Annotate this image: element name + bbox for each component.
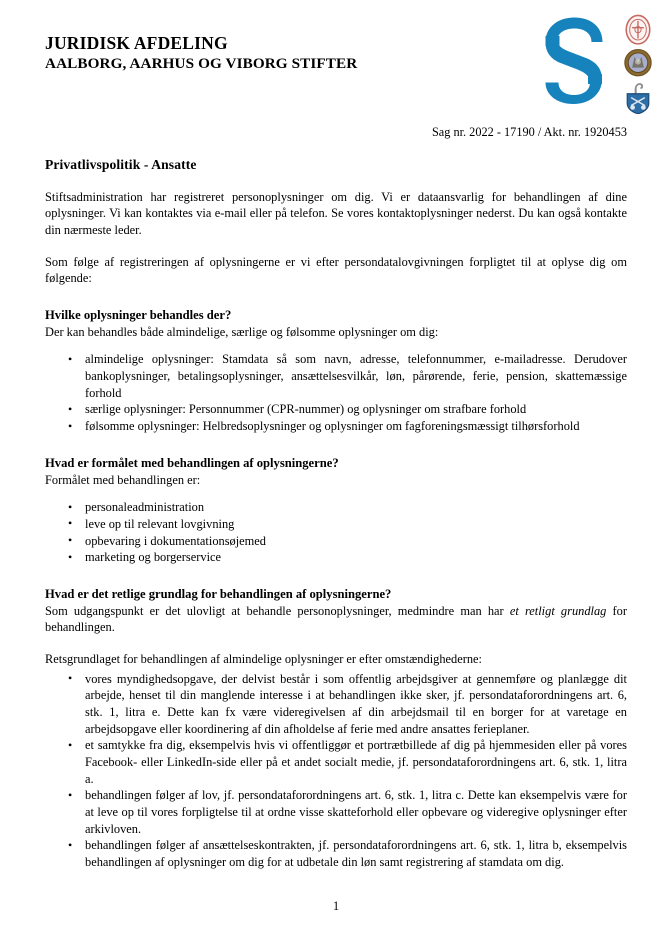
lead-text-post: for behandlingen.: [45, 603, 627, 635]
list-item: • behandlingen følger af lov, jf. persondataforordningens art. 6, stk. 1, litra c. Dette kan eksempelvis være for at leve op til vores forpligtelse til at ordne visse skatteforhold eller opbevare og videregive oplysninger efter arkivloven.: [85, 787, 627, 837]
section-lead-retlige-grundlag: [45, 603, 627, 636]
section-heading-formaal: Hvad er formålet med behandlingen af oplysningerne?: [45, 455, 339, 470]
aalborg-stift-seal: [623, 14, 653, 45]
list-item: • personaleadministration: [85, 499, 627, 516]
intro-paragraph: Stiftsadministration har registreret personoplysninger om dig. Vi er dataansvarlig for behandlingen af dine oplysninger. Vi kan kontaktes via e-mail eller på telefon. Se vores kontaktoplysninger nederst. Du kan også kontakte din nærmeste leder.: [45, 189, 627, 238]
retsgrundlag-intro: Retsgrundlaget for behandlingen af almindelige oplysninger er efter omstændighederne:: [45, 651, 482, 666]
list-item: • et samtykke fra dig, eksempelvis hvis vi offentliggør et portrætbillede af dig på hjemmesiden eller på vores Facebook- eller LinkedIn-side eller på et andet socialt medie, jf. persondataforordningens art. 6, stk. 1, litra a.: [85, 737, 627, 787]
page-number: 1: [332, 899, 340, 913]
bullet-list-oplysningstyper: [45, 351, 627, 434]
section-heading-retlige-grundlag: Hvad er det retlige grundlag for behandlingen af oplysningerne?: [45, 586, 392, 601]
organization-name-block: [45, 32, 505, 74]
organization-department: JURIDISK AFDELING: [45, 33, 228, 53]
organization-dioceses: AALBORG, AARHUS OG VIBORG STIFTER: [45, 55, 358, 73]
viborg-stift-seal: [623, 81, 653, 114]
section-heading-hvilke-oplysninger: Hvilke oplysninger behandles der?: [45, 308, 232, 323]
document-header: [0, 0, 672, 118]
lead-text-italic: et retligt grundlag: [509, 603, 607, 618]
logo-area: [544, 12, 656, 112]
lead-text-pre: Som udgangspunkt er det ulovligt at behandle personoplysninger, medmindre man har: [45, 603, 510, 618]
page-title: Privatlivspolitik - Ansatte: [45, 157, 197, 172]
list-item: • følsomme oplysninger: Helbredsoplysninger og oplysninger om fagforeningsmæssigt tilhørsforhold: [85, 418, 627, 435]
section-sign-icon: [544, 12, 606, 112]
list-item: • leve op til relevant lovgivning: [85, 516, 627, 533]
list-item: • almindelige oplysninger: Stamdata så som navn, adresse, telefonnummer, e-mailadresse. Derudover bankoplysninger, betalingsoplysninger, ansættelsesvilkår, løn, pårørende, ferie, pension, skattemæssige forhold: [85, 351, 627, 401]
obligation-paragraph: Som følge af registreringen af oplysningerne er vi efter persondatalovgivningen forpligtet til at oplyse dig om følgende:: [45, 254, 627, 286]
bullet-list-retsgrundlag: [45, 671, 627, 871]
list-item: • behandlingen følger af ansættelseskontrakten, jf. persondataforordningens art. 6, stk. 1, litra b, eksempelvis behandlingen af oplysninger om dig for at udbetale din løn samt registrering af stamdata om dig.: [85, 837, 627, 870]
list-item: • særlige oplysninger: Personnummer (CPR-nummer) og oplysninger om strafbare forhold: [85, 401, 627, 418]
bullet-list-formaal: [45, 499, 627, 566]
list-item: • vores myndighedsopgave, der delvist består i som offentlig arbejdsgiver at gennemføre og planlægge dit arbejde, henset til din manglende interesse i at behandlingen ikke sker, jf. persondataforordningens art. 6, stk. 1, litra e. Dette kan fx være videregivelsen af din arbejdsmail til en borger for at varetage en arbejdsopgave eller koordinering af din afholdelse af ferie med andre ansattes ferieplaner.: [85, 671, 627, 738]
document-body: [45, 156, 627, 871]
aarhus-stift-seal: [623, 48, 653, 77]
list-item: • opbevaring i dokumentationsøjemed: [85, 533, 627, 550]
section-lead-formaal: Formålet med behandlingen er:: [45, 472, 201, 487]
case-reference: Sag nr. 2022 - 17190 / Akt. nr. 1920453: [431, 125, 627, 139]
list-item: • marketing og borgerservice: [85, 549, 627, 566]
section-lead-hvilke-oplysninger: Der kan behandles både almindelige, særlige og følsomme oplysninger om dig:: [45, 324, 439, 339]
diocese-seal-stack: [620, 14, 656, 114]
